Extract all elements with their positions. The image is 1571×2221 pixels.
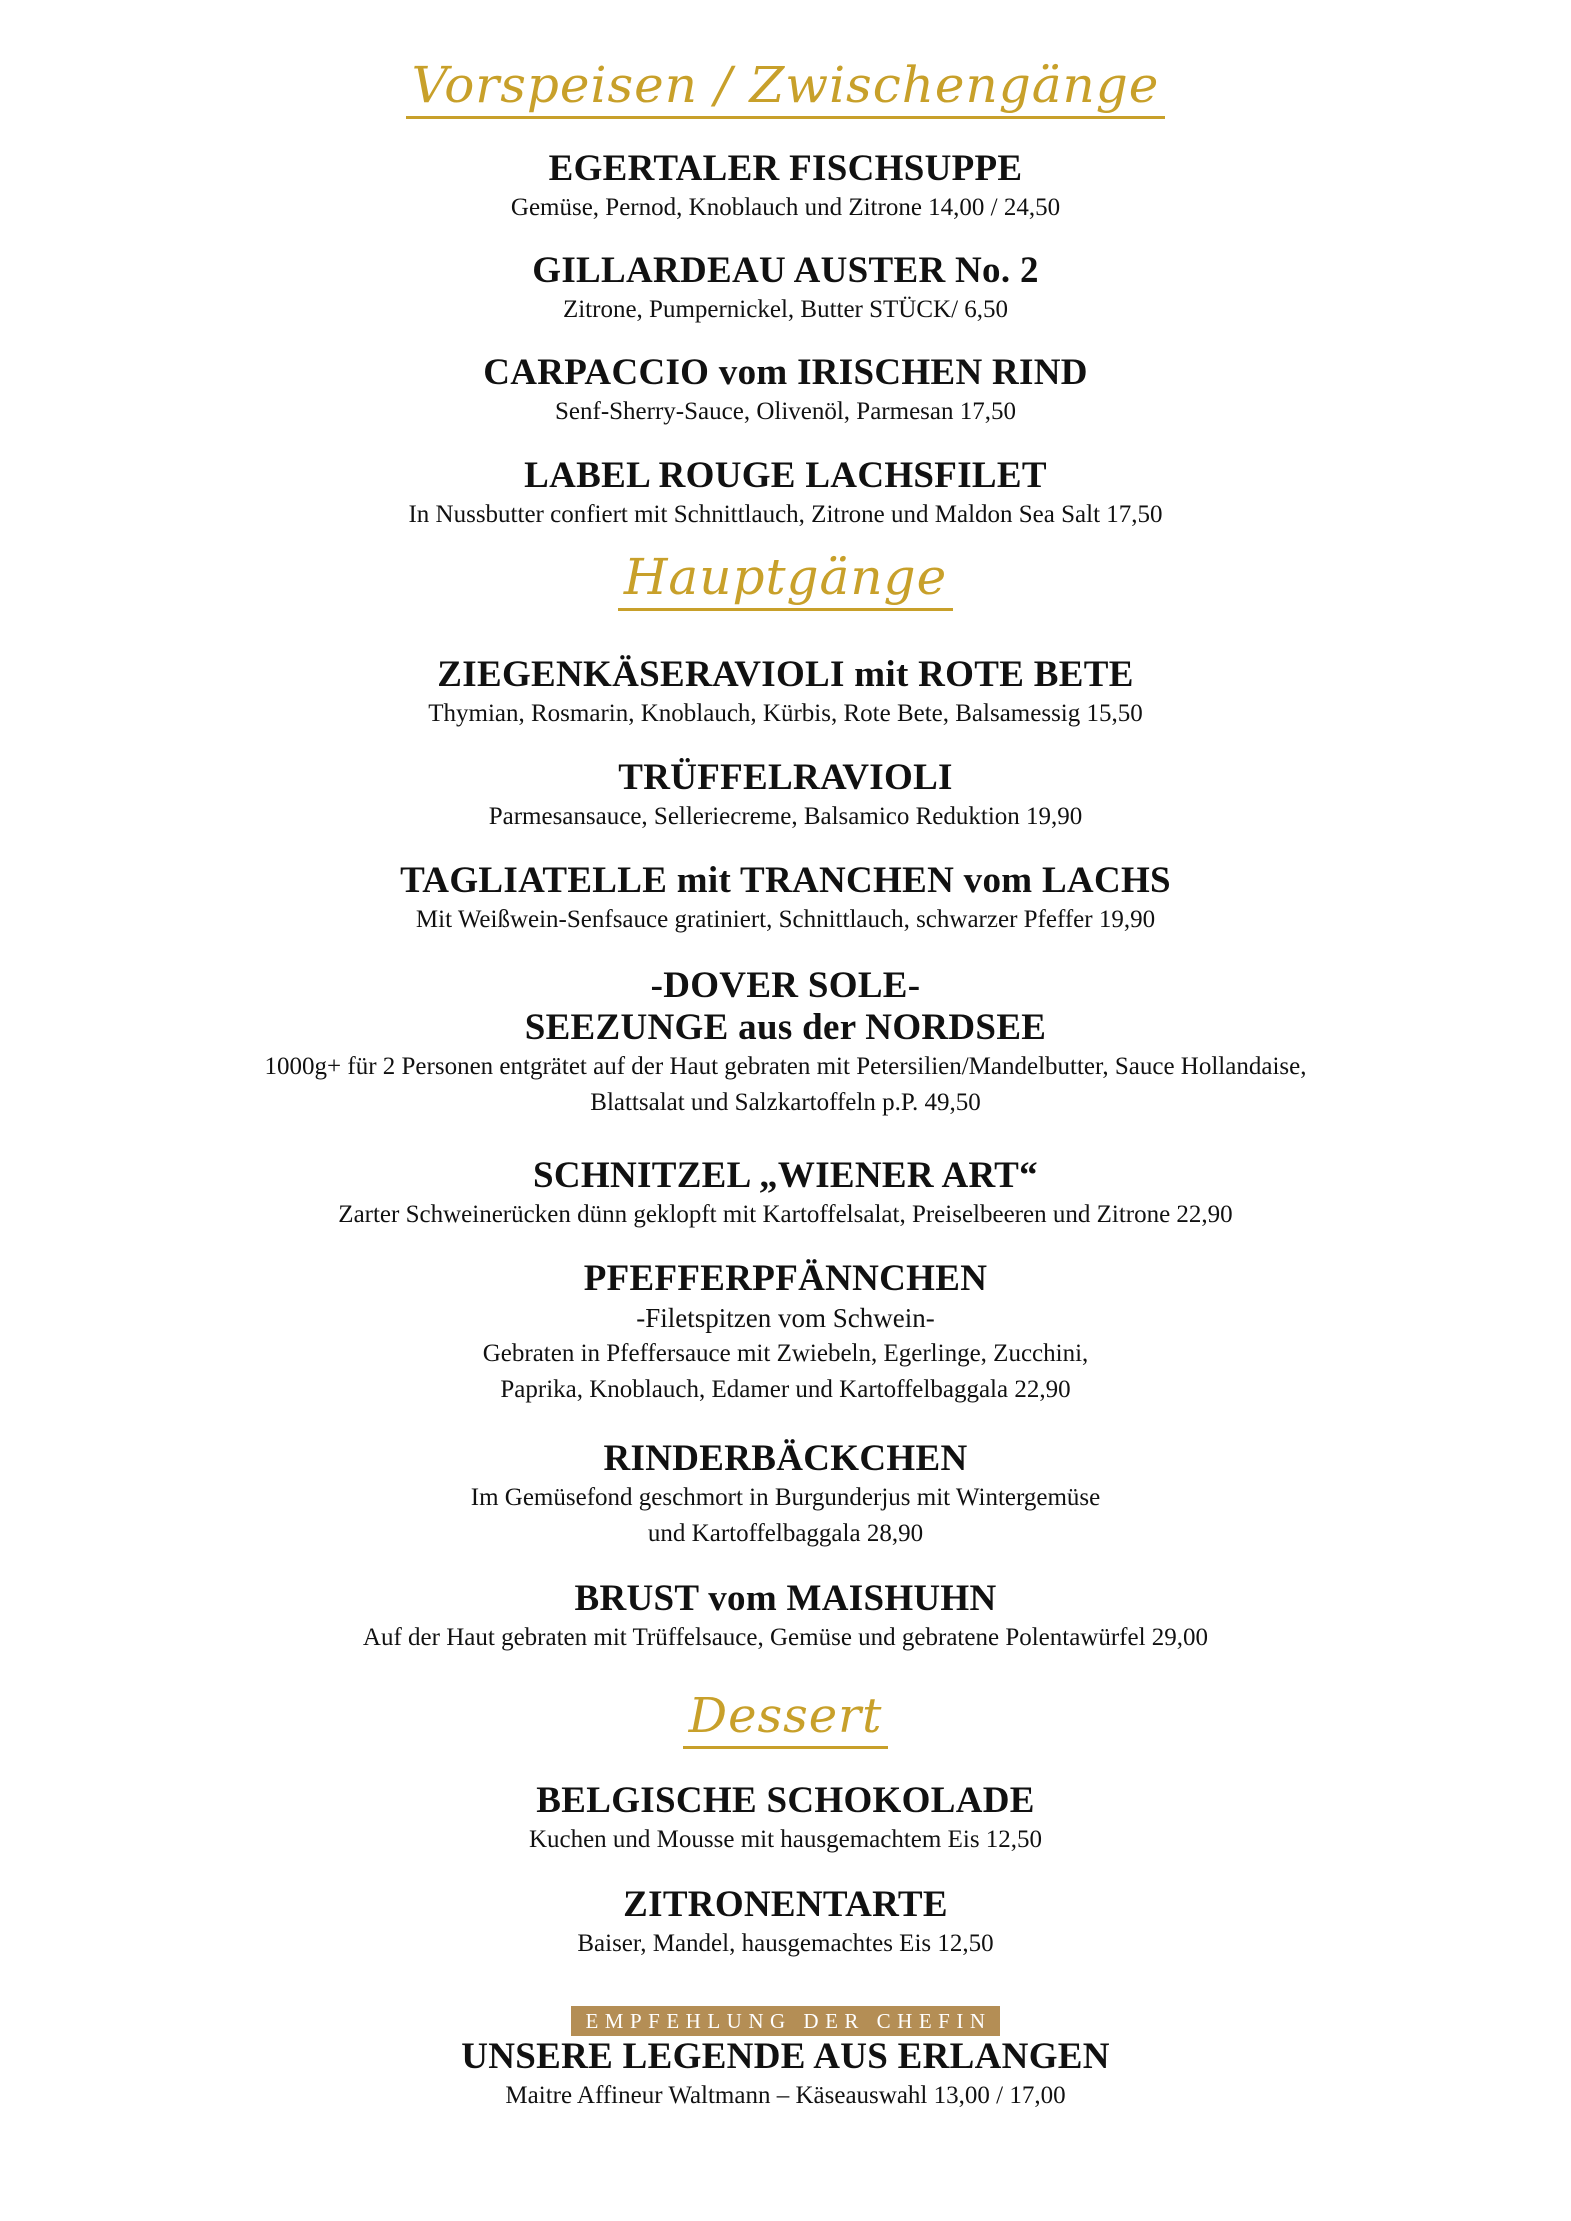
dish-desc-secondary: und Kartoffelbaggala 28,90 [647, 1520, 924, 1547]
dish-schnitzel [0, 1155, 1571, 1233]
dish-name: TRÜFFELRAVIOLI [618, 757, 953, 798]
dish-desc: Senf-Sherry-Sauce, Olivenöl, Parmesan 17,50 [555, 398, 1016, 425]
dish-desc: Gebraten in Pfeffersauce mit Zwiebeln, Egerlinge, Zucchini, [482, 1340, 1089, 1367]
dish-name-secondary: SEEZUNGE aus der NORDSEE [524, 1007, 1047, 1048]
dish-desc: Gemüse, Pernod, Knoblauch und Zitrone 14,00 / 24,50 [510, 194, 1061, 221]
dish-name: SCHNITZEL „WIENER ART“ [533, 1155, 1038, 1196]
dish-name: RINDERBÄCKCHEN [603, 1438, 968, 1479]
recommendation-badge: EMPFEHLUNG DER CHEFIN [571, 2006, 999, 2036]
dish-legende [0, 2036, 1571, 2114]
dish-trueffelravioli [0, 757, 1571, 835]
dish-name: LABEL ROUGE LACHSFILET [524, 455, 1047, 496]
dish-name: -DOVER SOLE- [650, 965, 921, 1006]
dish-name: PFEFFERPFÄNNCHEN [583, 1258, 988, 1299]
section-title-mains: Hauptgänge [0, 552, 1571, 611]
dish-name: GILLARDEAU AUSTER No. 2 [532, 250, 1039, 291]
dish-name: TAGLIATELLE mit TRANCHEN vom LACHS [400, 860, 1171, 901]
dish-lachsfilet [0, 455, 1571, 533]
dish-desc: Kuchen und Mousse mit hausgemachtem Eis 12,50 [528, 1826, 1043, 1853]
dish-desc: 1000g+ für 2 Personen entgrätet auf der Haut gebraten mit Petersilien/Mandelbutter, Sauce Hollandaise, [264, 1053, 1307, 1080]
dish-zitronentarte [0, 1884, 1571, 1962]
dish-maishuhn [0, 1578, 1571, 1656]
dish-auster [0, 250, 1571, 328]
dish-desc: Parmesansauce, Selleriecreme, Balsamico Reduktion 19,90 [488, 803, 1083, 830]
dish-desc-secondary: Paprika, Knoblauch, Edamer und Kartoffelbaggala 22,90 [500, 1376, 1071, 1403]
recommendation-badge-wrap [0, 2006, 1571, 2036]
dish-subtitle: -Filetspitzen vom Schwein- [636, 1303, 935, 1333]
dish-rinderbaeckchen [0, 1438, 1571, 1552]
dish-desc: Im Gemüsefond geschmort in Burgunderjus mit Wintergemüse [470, 1484, 1101, 1511]
dish-name: BELGISCHE SCHOKOLADE [536, 1780, 1035, 1821]
dish-desc: Maitre Affineur Waltmann – Käseauswahl 13,00 / 17,00 [505, 2082, 1066, 2109]
dish-desc: Thymian, Rosmarin, Knoblauch, Kürbis, Rote Bete, Balsamessig 15,50 [428, 700, 1143, 727]
dish-schokolade [0, 1780, 1571, 1858]
dish-name: ZIEGENKÄSERAVIOLI mit ROTE BETE [437, 654, 1134, 695]
dish-desc: Baiser, Mandel, hausgemachtes Eis 12,50 [577, 1930, 994, 1957]
dish-desc: In Nussbutter confiert mit Schnittlauch, Zitrone und Maldon Sea Salt 17,50 [408, 501, 1163, 528]
dish-fischsuppe [0, 148, 1571, 226]
dish-desc: Zarter Schweinerücken dünn geklopft mit Kartoffelsalat, Preiselbeeren und Zitrone 22,90 [338, 1201, 1233, 1228]
dish-name: UNSERE LEGENDE AUS ERLANGEN [461, 2036, 1110, 2077]
dish-desc: Zitrone, Pumpernickel, Butter STÜCK/ 6,50 [562, 296, 1009, 323]
dish-name: ZITRONENTARTE [623, 1884, 948, 1925]
dish-ziegenkaeseravioli [0, 654, 1571, 732]
dish-desc: Auf der Haut gebraten mit Trüffelsauce, Gemüse und gebratene Polentawürfel 29,00 [362, 1624, 1209, 1651]
dish-desc: Mit Weißwein-Senfsauce gratiniert, Schnittlauch, schwarzer Pfeffer 19,90 [415, 906, 1156, 933]
dish-desc-secondary: Blattsalat und Salzkartoffeln p.P. 49,50 [590, 1089, 981, 1116]
dish-pfefferpfaennchen [0, 1258, 1571, 1408]
dish-name: CARPACCIO vom IRISCHEN RIND [483, 352, 1088, 393]
dish-name: BRUST vom MAISHUHN [574, 1578, 997, 1619]
dish-dover-sole [0, 965, 1571, 1121]
section-title-dessert: Dessert [0, 1692, 1571, 1749]
section-title-starters: Vorspeisen / Zwischengänge [0, 60, 1571, 119]
dish-tagliatelle [0, 860, 1571, 938]
dish-carpaccio [0, 352, 1571, 430]
dish-name: EGERTALER FISCHSUPPE [548, 148, 1023, 189]
